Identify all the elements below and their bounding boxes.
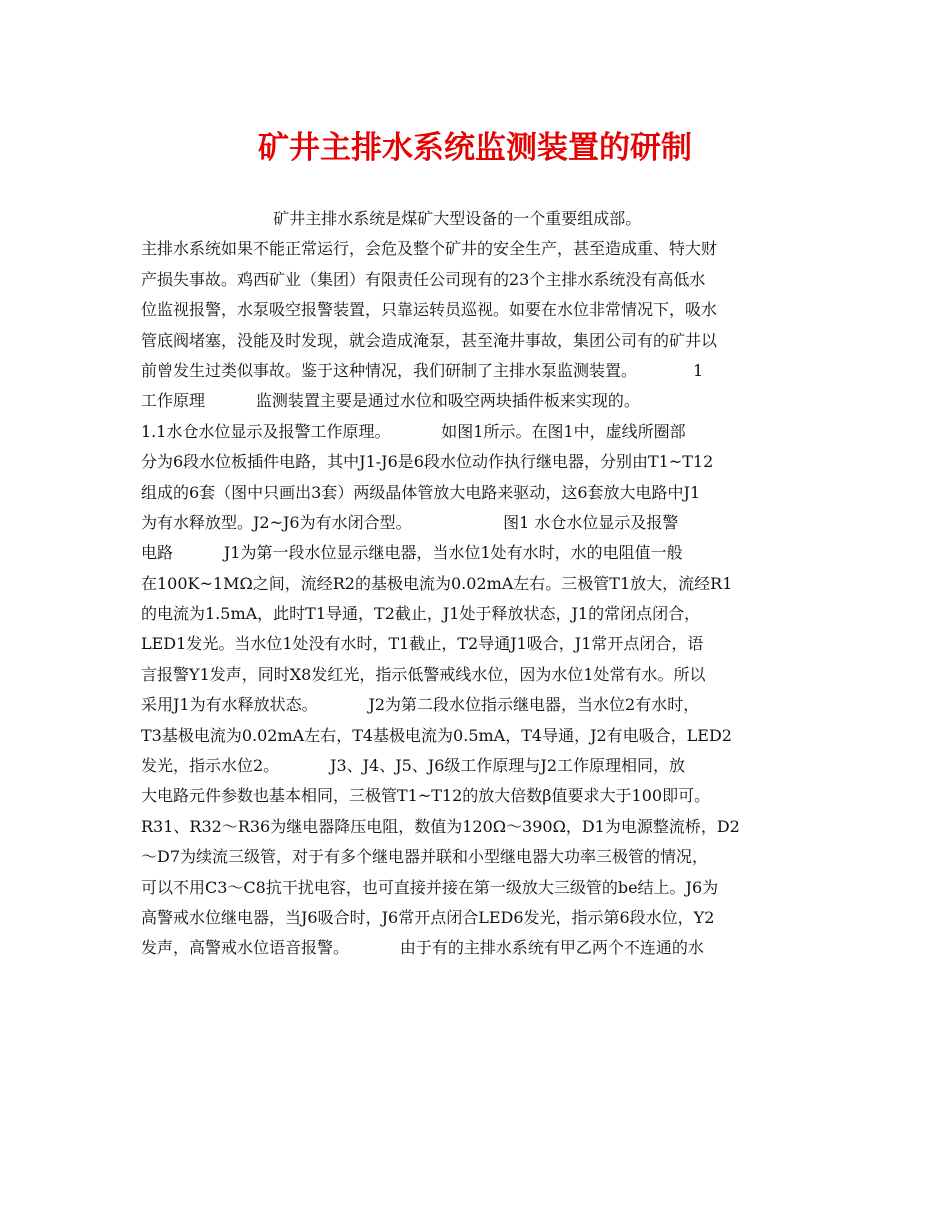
body-line: 电路 J1为第一段水位显示继电器，当水位1处有水时，水的电阻值一般: [141, 543, 683, 563]
body-line: LED1发光。当水位1处没有水时，T1截止，T2导通J1吸合，J1常开点闭合，语: [141, 634, 704, 654]
document-body: [141, 204, 821, 964]
body-line: 矿井主排水系统是煤矿大型设备的一个重要组成部。: [141, 209, 642, 228]
body-line: ～D7为续流三级管，对于有多个继电器并联和小型继电器大功率三极管的情况，: [141, 847, 709, 867]
body-line: 在100K~1MΩ之间，流经R2的基极电流为0.02mA左右。三极管T1放大，流经R1: [141, 573, 733, 593]
body-line: 组成的6套（图中只画出3套）两级晶体管放大电路来驱动，这6套放大电路中J1: [141, 482, 701, 502]
body-line: 发光，指示水位2。 J3、J4、J5、J6级工作原理与J2工作原理相同，放: [141, 756, 686, 776]
body-line: 1.1水仓水位显示及报警工作原理。 如图1所示。在图1中，虚线所圈部: [141, 421, 686, 441]
body-line: 分为6段水位板插件电路，其中J1-J6是6段水位动作执行继电器，分别由T1~T12: [141, 452, 714, 472]
body-line: T3基极电流为0.02mA左右，T4基极电流为0.5mA，T4导通，J2有电吸合，LED2: [141, 725, 732, 745]
document-title: 矿井主排水系统监测装置的研制: [258, 130, 692, 166]
body-line: 产损失事故。鸡西矿业（集团）有限责任公司现有的23个主排水系统没有高低水: [141, 269, 706, 289]
body-line: 高警戒水位继电器，当J6吸合时，J6常开点闭合LED6发光，指示第6段水位，Y2: [141, 907, 715, 927]
body-line: 工作原理 监测装置主要是通过水位和吸空两块插件板来实现的。: [141, 391, 640, 411]
body-line: 前曾发生过类似事故。鉴于这种情况，我们研制了主排水泵监测装置。 1: [141, 360, 704, 380]
body-line: R31、R32～R36为继电器降压电阻，数值为120Ω～390Ω，D1为电源整流桥，D2: [141, 816, 740, 836]
body-line: 的电流为1.5mA，此时T1导通，T2截止，J1处于释放状态，J1的常闭点闭合，: [141, 604, 701, 624]
body-line: 大电路元件参数也基本相同，三极管T1~T12的放大倍数β值要求大于100即可。: [141, 786, 711, 806]
body-line: 言报警Y1发声，同时X8发红光，指示低警戒线水位，因为水位1处常有水。所以: [141, 664, 706, 684]
body-line: 位监视报警，水泵吸空报警装置，只靠运转员巡视。如要在水位非常情况下，吸水: [141, 300, 718, 320]
body-line: 可以不用C3～C8抗干扰电容，也可直接并接在第一级放大三级管的be结上。J6为: [141, 877, 719, 897]
body-line: 采用J1为有水释放状态。 J2为第二段水位指示继电器，当水位2有水时，: [141, 695, 700, 715]
body-line: 为有水释放型。J2~J6为有水闭合型。 图1 水仓水位显示及报警: [141, 512, 679, 532]
body-line: 发声，高警戒水位语音报警。 由于有的主排水系统有甲乙两个不连通的水: [141, 938, 704, 958]
body-line: 管底阀堵塞，没能及时发现，就会造成淹泵，甚至淹井事故，集团公司有的矿井以: [141, 330, 718, 350]
body-line: 主排水系统如果不能正常运行，会危及整个矿井的安全生产，甚至造成重、特大财: [141, 239, 718, 259]
